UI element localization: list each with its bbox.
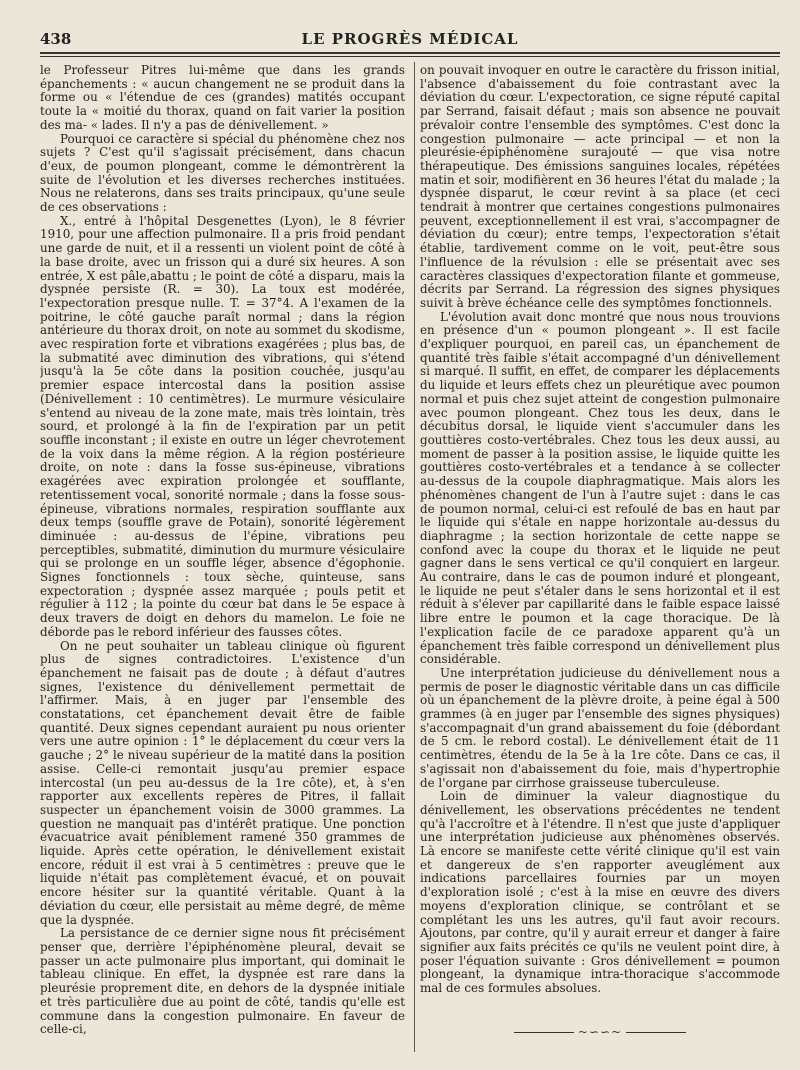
journal-title: LE PROGRÈS MÉDICAL (301, 30, 519, 48)
ornament-line-right (626, 1032, 686, 1033)
paragraph: Loin de diminuer la valeur diagnostique du dénivellement, les observations précédentes ne tendent qu'à l'accroître et à l'étendre. Il n'est que juste d'appliquer une interprétation judicieuse aux phénomènes observés. Là encore se manifeste cette vérité clinique qu'il est vain et dangereux de s'en rapporter aveuglément aux indications parcellaires fournies par un moyen d'exploration isolé ; c'est à la mise en œuvre des divers moyens d'exploration clinique, se contrôlant et se complétant les uns les autres, qu'il faut avoir recours. Ajoutons, par contre, qu'il y aurait erreur et danger à faire signifier aux faits précités ce qu'ils ne veulent point dire, à poser l'équation suivante : Gros dénivellement = poumon plongeant, la dynamique intra-thoracique s'accommode mal de ces formules absolues. (420, 789, 780, 996)
ornament-flourish: ~∽∽~ (577, 1024, 623, 1039)
paragraph: La persistance de ce dernier signe nous fit précisément penser que, derrière l'épiphénomène pleural, devait se passer un acte pulmonaire plus important, qui dominait le tableau clinique. En effet, la dyspnée est rare dans la pleurésie proprement dite, en dehors de la dyspnée initiale et très particulière due au point de côté, tandis qu'elle est commune dans la congestion pulmonaire. En faveur de celle-ci, (40, 926, 405, 1037)
paragraph: On ne peut souhaiter un tableau clinique où figurent plus de signes contradictoires. L'existence d'un épanchement ne faisait pas de doute ; à défaut d'autres signes, l'existence du dénivellement permettait de l'affirmer. Mais, à en juger par l'ensemble des constatations, cet épanchement devait être de faible quantité. Deux signes cependant auraient pu nous orienter vers une autre opinion : 1° le déplacement du cœur vers la gauche ; 2° le niveau supérieur de la matité dans la position assise. Celle-ci remontait jusqu'au premier espace intercostal (un peu au-dessus de la 1re côte), et, à s'en rapporter aux excellents repères de Pitres, il fallait suspecter un épanchement voisin de 3000 grammes. La question ne manquait pas d'intérêt pratique. Une ponction évacuatrice avait péniblement ramené 350 grammes de liquide. Après cette opération, le dénivellement existait encore, réduit il est vrai à 5 centimètres : preuve que le liquide n'était pas complètement évacué, et on pouvait encore hésiter sur la quantité véritable. Quant à la déviation du cœur, elle persistait au même degré, de même que la dyspnée. (40, 638, 405, 927)
paragraph: on pouvait invoquer en outre le caractère du frisson initial, l'absence d'abaissement du foie contrastant avec la déviation du cœur. L'expectoration, ce signe réputé capital par Serrand, faisait défaut ; mais son absence ne pouvait prévaloir contre l'ensemble des symptômes. C'est donc la congestion pulmonaire — acte principal — et non la pleurésie-épiphénomène surajouté — que visa notre thérapeutique. Des émissions sanguines locales, répétées matin et soir, modifièrent en 36 heures l'état du malade ; la dyspnée disparut, le cœur revint à sa place (et ceci tendrait à montrer que certaines congestions pulmonaires peuvent, exceptionnellement il est vrai, s'accompagner de déviation du cœur); entre temps, l'expectoration s'était établie, tardivement comme on le voit, peut-être sous l'influence de la révulsion : elle se présentait avec ses caractères classiques d'expectoration filante et gommeuse, décrits par Serrand. La régression des signes physiques suivit à brève échéance celle des symptômes fonctionnels. (420, 64, 780, 310)
header-rule-thin (40, 56, 780, 57)
header-rule-thick (40, 52, 780, 54)
right-column (420, 64, 780, 1054)
left-column (40, 64, 405, 1054)
paragraph: L'évolution avait donc montré que nous nous trouvions en présence d'un « poumon plongeant ». Il est facile d'expliquer pourquoi, en pareil cas, un épanchement de quantité très faible s'était accompagné d'un dénivellement si marqué. Il suffit, en effet, de comparer les déplacements du liquide et leurs effets chez un pleurétique avec poumon normal et puis chez sujet atteint de congestion pulmonaire avec poumon plongeant. Chez tous les deux, dans le décubitus dorsal, le liquide vient s'accumuler dans les gouttières costo-vertébrales. Chez tous les deux aussi, au moment de passer à la position assise, le liquide quitte les gouttières costo-vertébrales et a tendance à se collecter au-dessus de la coupole diaphragmatique. Mais alors les phénomènes changent de l'un à l'autre sujet : dans le cas de poumon normal, celui-ci est refoulé de bas en haut par le liquide qui s'étale en nappe horizontale au-dessus du diaphragme ; la section horizontale de cette nappe se confond avec la coupe du thorax et le liquide ne peut gagner dans le sens vertical ce qu'il conquiert en largeur. Au contraire, dans le cas de poumon induré et plongeant, le liquide ne peut s'étaler dans le sens horizontal et il est réduit à s'élever par capillarité dans le faible espace laissé libre entre le poumon et la cage thoracique. De là l'explication facile de ce paradoxe apparent qu'à un épanchement très faible correspond un dénivellement plus considérable. (420, 309, 780, 667)
paragraph: X., entré à l'hôpital Desgenettes (Lyon), le 8 février 1910, pour une affection pulmonaire. Il a pris froid pendant une garde de nuit, et il a ressenti un violent point de côté à la base droite, avec un frisson qui a duré six heures. A son entrée, X est pâle,abattu ; le point de côté a disparu, mais la dyspnée persiste (R. = 30). La toux est modérée, l'expectoration presque nulle. T. = 37°4. A l'examen de la poitrine, le côté gauche paraît normal ; dans la région antérieure du thorax droit, on note au sommet du skodisme, avec respiration forte et vibrations exagérées ; plus bas, de la submatité avec diminution des vibrations, qui s'étend jusqu'à la 5e côte dans la position couchée, jusqu'au premier espace intercostal dans la position assise (Dénivellement : 10 centimètres). Le murmure vésiculaire s'entend au niveau de la zone mate, mais très lointain, très sourd, et prolongé à la fin de l'expiration par un petit souffle inconstant ; il existe en outre un léger chevrotement de la voix dans la même région. A la région postérieure droite, on note : dans la fosse sus-épineuse, vibrations exagérées avec expiration prolongée et soufflante, retentissement vocal, sonorité normale ; dans la fosse sous-épineuse, vibrations normales, respiration soufflante aux deux temps (souffle grave de Potain), sonorité légèrement diminuée : au-dessus de l'épine, vibrations peu perceptibles, submatité, diminution du murmure vésiculaire qui se prolonge en un souffle léger, absence d'égophonie. Signes fonctionnels : toux sèche, quinteuse, sans expectoration ; dyspnée assez marquée ; pouls petit et régulier à 112 ; la pointe du cœur bat dans le 5e espace à deux travers de doigt en dehors du mamelon. Le foie ne déborde pas le rebord inférieur des fausses côtes. (40, 213, 405, 639)
ornament-line-left (514, 1032, 574, 1033)
page-number: 438 (40, 30, 72, 48)
running-header (40, 27, 780, 51)
column-divider (414, 62, 415, 1052)
paragraph: Pourquoi ce caractère si spécial du phénomène chez nos sujets ? C'est qu'il s'agissait précisément, dans chacun d'eux, de poumon plongeant, comme le démontrèrent la suite de l'évolution et les diverses recherches instituées. Nous ne relaterons, dans ses traits principaux, qu'une seule de ces observations : (40, 131, 405, 215)
paragraph: le Professeur Pitres lui-même que dans les grands épanchements : « aucun changement ne se produit dans la forme ou « l'étendue de ces (grandes) matités occupant toute la « moitié du thorax, quand on fait varier la position des ma- « lades. Il n'y a pas de dénivellement. » (40, 64, 405, 132)
paragraph: Une interprétation judicieuse du dénivellement nous a permis de poser le diagnostic véritable dans un cas difficile où un épanchement de la plèvre droite, à peine égal à 500 grammes (à en juger par l'ensemble des signes physiques) s'accompagnait d'un grand abaissement du foie (débordant de 5 cm. le rebord costal). Le dénivellement était de 11 centimètres, étendu de la 5e à la 1re côte. Dans ce cas, il s'agissait non d'abaissement du foie, mais d'hypertrophie de l'organe par cirrhose graisseuse tuberculeuse. (420, 665, 780, 790)
end-ornament (420, 1026, 780, 1040)
